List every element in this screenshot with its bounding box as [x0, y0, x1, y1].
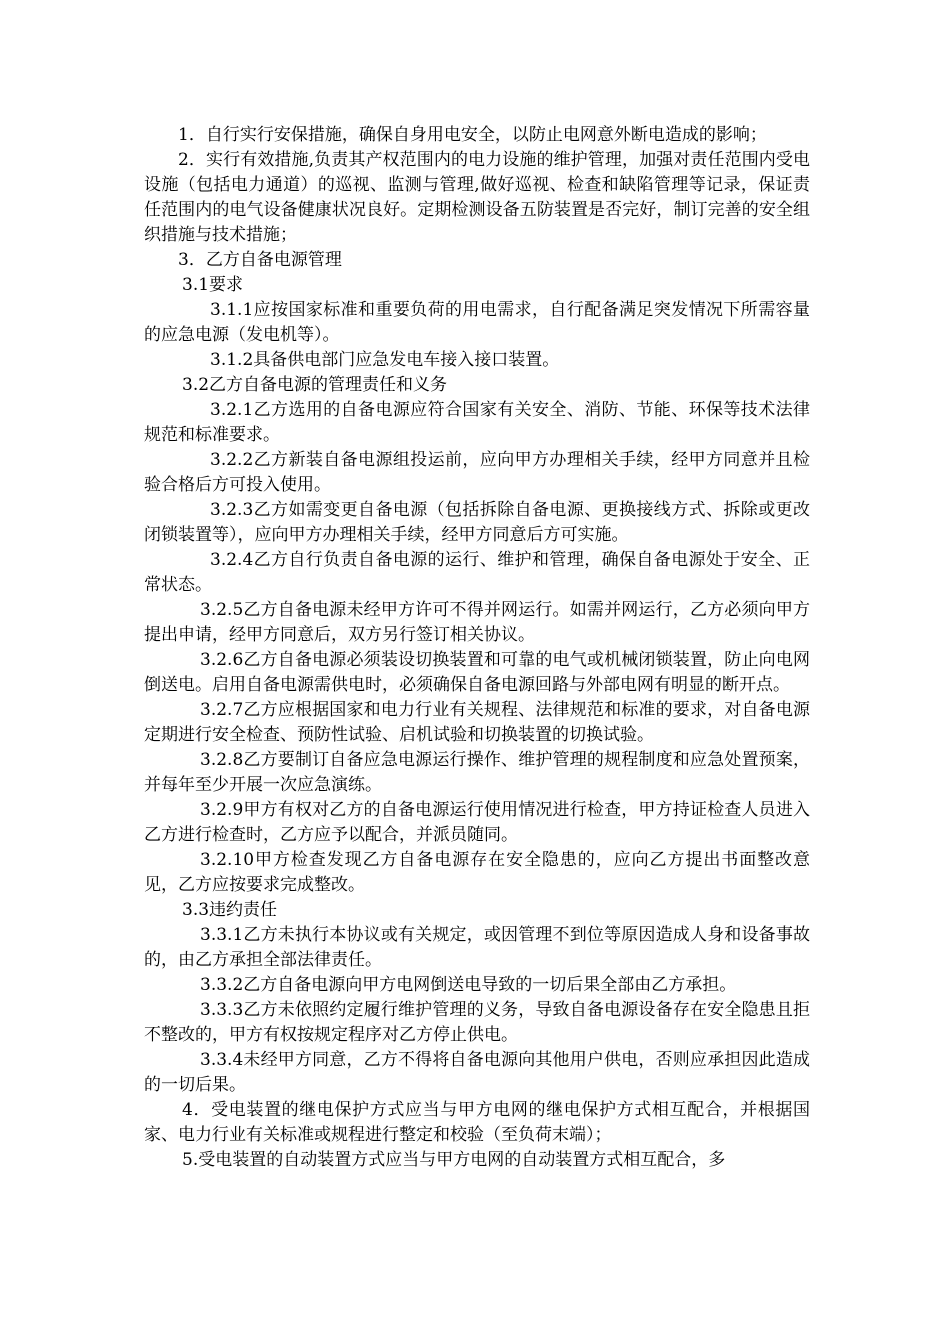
clause-3-2-4: 3.2.4乙方自行负责自备电源的运行、维护和管理，确保自备电源处于安全、正常状态。	[144, 550, 810, 595]
clause-3-2-2: 3.2.2乙方新装自备电源组投运前，应向甲方办理相关手续，经甲方同意并且检验合格后方可投入使用。	[144, 450, 810, 495]
clause-3-2-6: 3.2.6乙方自备电源必须装设切换装置和可靠的电气或机械闭锁装置，防止向电网倒送电。启用自备电源需供电时，必须确保自备电源回路与外部电网有明显的断开点。	[144, 650, 810, 695]
clause-3-3-3: 3.3.3乙方未依照约定履行维护管理的义务，导致自备电源设备存在安全隐患且拒不整改的，甲方有权按规定程序对乙方停止供电。	[144, 1000, 810, 1045]
section-heading-3-3: 3.3违约责任	[182, 900, 278, 920]
clause-3-2-3: 3.2.3乙方如需变更自备电源（包括拆除自备电源、更换接线方式、拆除或更改闭锁装置等），应向甲方办理相关手续，经甲方同意后方可实施。	[144, 500, 810, 545]
clause-3-3-2: 3.3.2乙方自备电源向甲方电网倒送电导致的一切后果全部由乙方承担。	[200, 975, 737, 995]
paragraph-3: 3．乙方自备电源管理	[178, 250, 342, 270]
section-heading-3-1: 3.1要求	[182, 275, 244, 295]
paragraph-5: 5.受电装置的自动装置方式应当与甲方电网的自动装置方式相互配合，多	[182, 1150, 726, 1170]
clause-3-2-9: 3.2.9甲方有权对乙方的自备电源运行使用情况进行检查，甲方持证检查人员进入乙方进行检查时，乙方应予以配合，并派员随同。	[144, 800, 810, 845]
clause-3-2-10: 3.2.10甲方检查发现乙方自备电源存在安全隐患的，应向乙方提出书面整改意见，乙方应按要求完成整改。	[144, 850, 810, 895]
clause-3-3-1: 3.3.1乙方未执行本协议或有关规定，或因管理不到位等原因造成人身和设备事故的，由乙方承担全部法律责任。	[144, 925, 810, 970]
clause-3-2-8: 3.2.8乙方要制订自备应急电源运行操作、维护管理的规程制度和应急处置预案，并每年至少开展一次应急演练。	[144, 750, 810, 795]
clause-3-2-5: 3.2.5乙方自备电源未经甲方许可不得并网运行。如需并网运行，乙方必须向甲方提出申请，经甲方同意后，双方另行签订相关协议。	[144, 600, 810, 645]
clause-3-2-1: 3.2.1乙方选用的自备电源应符合国家有关安全、消防、节能、环保等技术法律规范和标准要求。	[144, 400, 810, 445]
section-heading-3-2: 3.2乙方自备电源的管理责任和义务	[182, 375, 448, 395]
document-body	[144, 123, 810, 1173]
clause-3-1-2: 3.1.2具备供电部门应急发电车接入接口装置。	[210, 350, 560, 370]
clause-3-1-1: 3.1.1应按国家标准和重要负荷的用电需求，自行配备满足突发情况下所需容量的应急电源（发电机等）。	[144, 300, 810, 345]
paragraph-4: 4．受电装置的继电保护方式应当与甲方电网的继电保护方式相互配合，并根据国家、电力行业有关标准或规程进行整定和校验（至负荷末端）；	[144, 1100, 810, 1145]
paragraph-1: 1．自行实行安保措施，确保自身用电安全，以防止电网意外断电造成的影响；	[178, 125, 767, 145]
paragraph-2: 2．实行有效措施,负责其产权范围内的电力设施的维护管理，加强对责任范围内受电设施（包括电力通道）的巡视、监测与管理,做好巡视、检查和缺陷管理等记录，保证责任范围内的电气设备健康状况良好。定期检测设备五防装置是否完好，制订完善的安全组织措施与技术措施；	[144, 150, 810, 245]
clause-3-3-4: 3.3.4未经甲方同意，乙方不得将自备电源向其他用户供电，否则应承担因此造成的一切后果。	[144, 1050, 810, 1095]
clause-3-2-7: 3.2.7乙方应根据国家和电力行业有关规程、法律规范和标准的要求，对自备电源定期进行安全检查、预防性试验、启机试验和切换装置的切换试验。	[144, 700, 810, 745]
